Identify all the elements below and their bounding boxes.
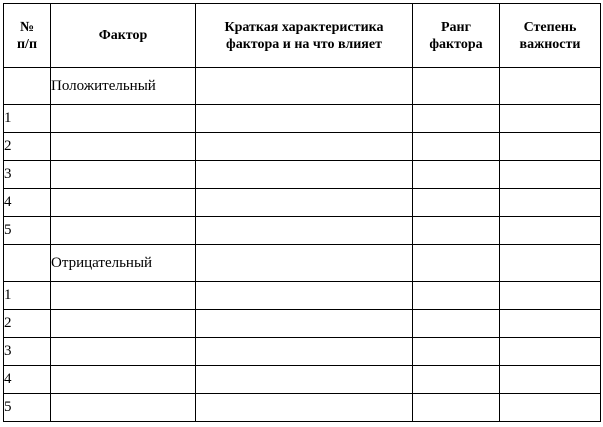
rank-cell	[413, 310, 500, 338]
table-row	[4, 366, 601, 394]
row-number: 2	[4, 133, 51, 161]
description-cell	[196, 366, 413, 394]
description-cell	[196, 105, 413, 133]
rank-cell	[413, 282, 500, 310]
factor-cell	[51, 282, 196, 310]
rank-cell	[413, 68, 500, 105]
importance-cell	[500, 133, 601, 161]
table-row	[4, 310, 601, 338]
table-row	[4, 394, 601, 422]
header-number-line2: п/п	[16, 36, 38, 52]
factor-cell	[51, 161, 196, 189]
section-number-cell	[4, 245, 51, 282]
row-number: 3	[4, 161, 51, 189]
description-cell	[196, 133, 413, 161]
rank-cell	[413, 366, 500, 394]
description-cell	[196, 161, 413, 189]
section-row-positive	[4, 68, 601, 105]
description-cell	[196, 245, 413, 282]
rank-cell	[413, 161, 500, 189]
table-row	[4, 161, 601, 189]
description-cell	[196, 310, 413, 338]
header-rank	[413, 4, 500, 68]
importance-cell	[500, 161, 601, 189]
section-row-negative	[4, 245, 601, 282]
row-number: 5	[4, 217, 51, 245]
factor-cell	[51, 338, 196, 366]
table-row	[4, 105, 601, 133]
table-row	[4, 133, 601, 161]
description-cell	[196, 338, 413, 366]
header-importance-line2: важности	[519, 36, 581, 52]
factors-table	[3, 3, 601, 422]
rank-cell	[413, 394, 500, 422]
factor-cell	[51, 366, 196, 394]
rank-cell	[413, 189, 500, 217]
header-factor	[51, 4, 196, 68]
header-description-line1: Краткая характеристика	[224, 19, 384, 35]
rank-cell	[413, 105, 500, 133]
factor-cell	[51, 217, 196, 245]
importance-cell	[500, 282, 601, 310]
importance-cell	[500, 394, 601, 422]
header-description-line2: фактора и на что влияет	[226, 36, 382, 52]
importance-cell	[500, 366, 601, 394]
header-rank-line1: Ранг	[441, 19, 471, 35]
description-cell	[196, 68, 413, 105]
header-number-line1: №	[19, 19, 35, 35]
header-row	[4, 4, 601, 68]
table-row	[4, 338, 601, 366]
section-number-cell	[4, 68, 51, 105]
factor-cell	[51, 310, 196, 338]
description-cell	[196, 217, 413, 245]
header-number	[4, 4, 51, 68]
row-number: 3	[4, 338, 51, 366]
factor-cell	[51, 394, 196, 422]
importance-cell	[500, 105, 601, 133]
importance-cell	[500, 217, 601, 245]
importance-cell	[500, 338, 601, 366]
row-number: 5	[4, 394, 51, 422]
factor-cell	[51, 189, 196, 217]
rank-cell	[413, 245, 500, 282]
row-number: 2	[4, 310, 51, 338]
importance-cell	[500, 245, 601, 282]
header-factor-label: Фактор	[98, 28, 148, 43]
section-title: Отрицательный	[51, 245, 196, 282]
description-cell	[196, 394, 413, 422]
table-row	[4, 282, 601, 310]
rank-cell	[413, 133, 500, 161]
table-row	[4, 217, 601, 245]
row-number: 4	[4, 189, 51, 217]
row-number: 1	[4, 282, 51, 310]
importance-cell	[500, 68, 601, 105]
header-importance	[500, 4, 601, 68]
header-rank-line2: фактора	[429, 36, 483, 52]
row-number: 4	[4, 366, 51, 394]
section-title: Положительный	[51, 68, 196, 105]
factor-cell	[51, 105, 196, 133]
rank-cell	[413, 217, 500, 245]
row-number: 1	[4, 105, 51, 133]
table-row	[4, 189, 601, 217]
table-body	[4, 68, 601, 422]
importance-cell	[500, 310, 601, 338]
importance-cell	[500, 189, 601, 217]
factor-cell	[51, 133, 196, 161]
description-cell	[196, 189, 413, 217]
header-importance-line1: Степень	[523, 19, 577, 35]
description-cell	[196, 282, 413, 310]
header-description	[196, 4, 413, 68]
rank-cell	[413, 338, 500, 366]
